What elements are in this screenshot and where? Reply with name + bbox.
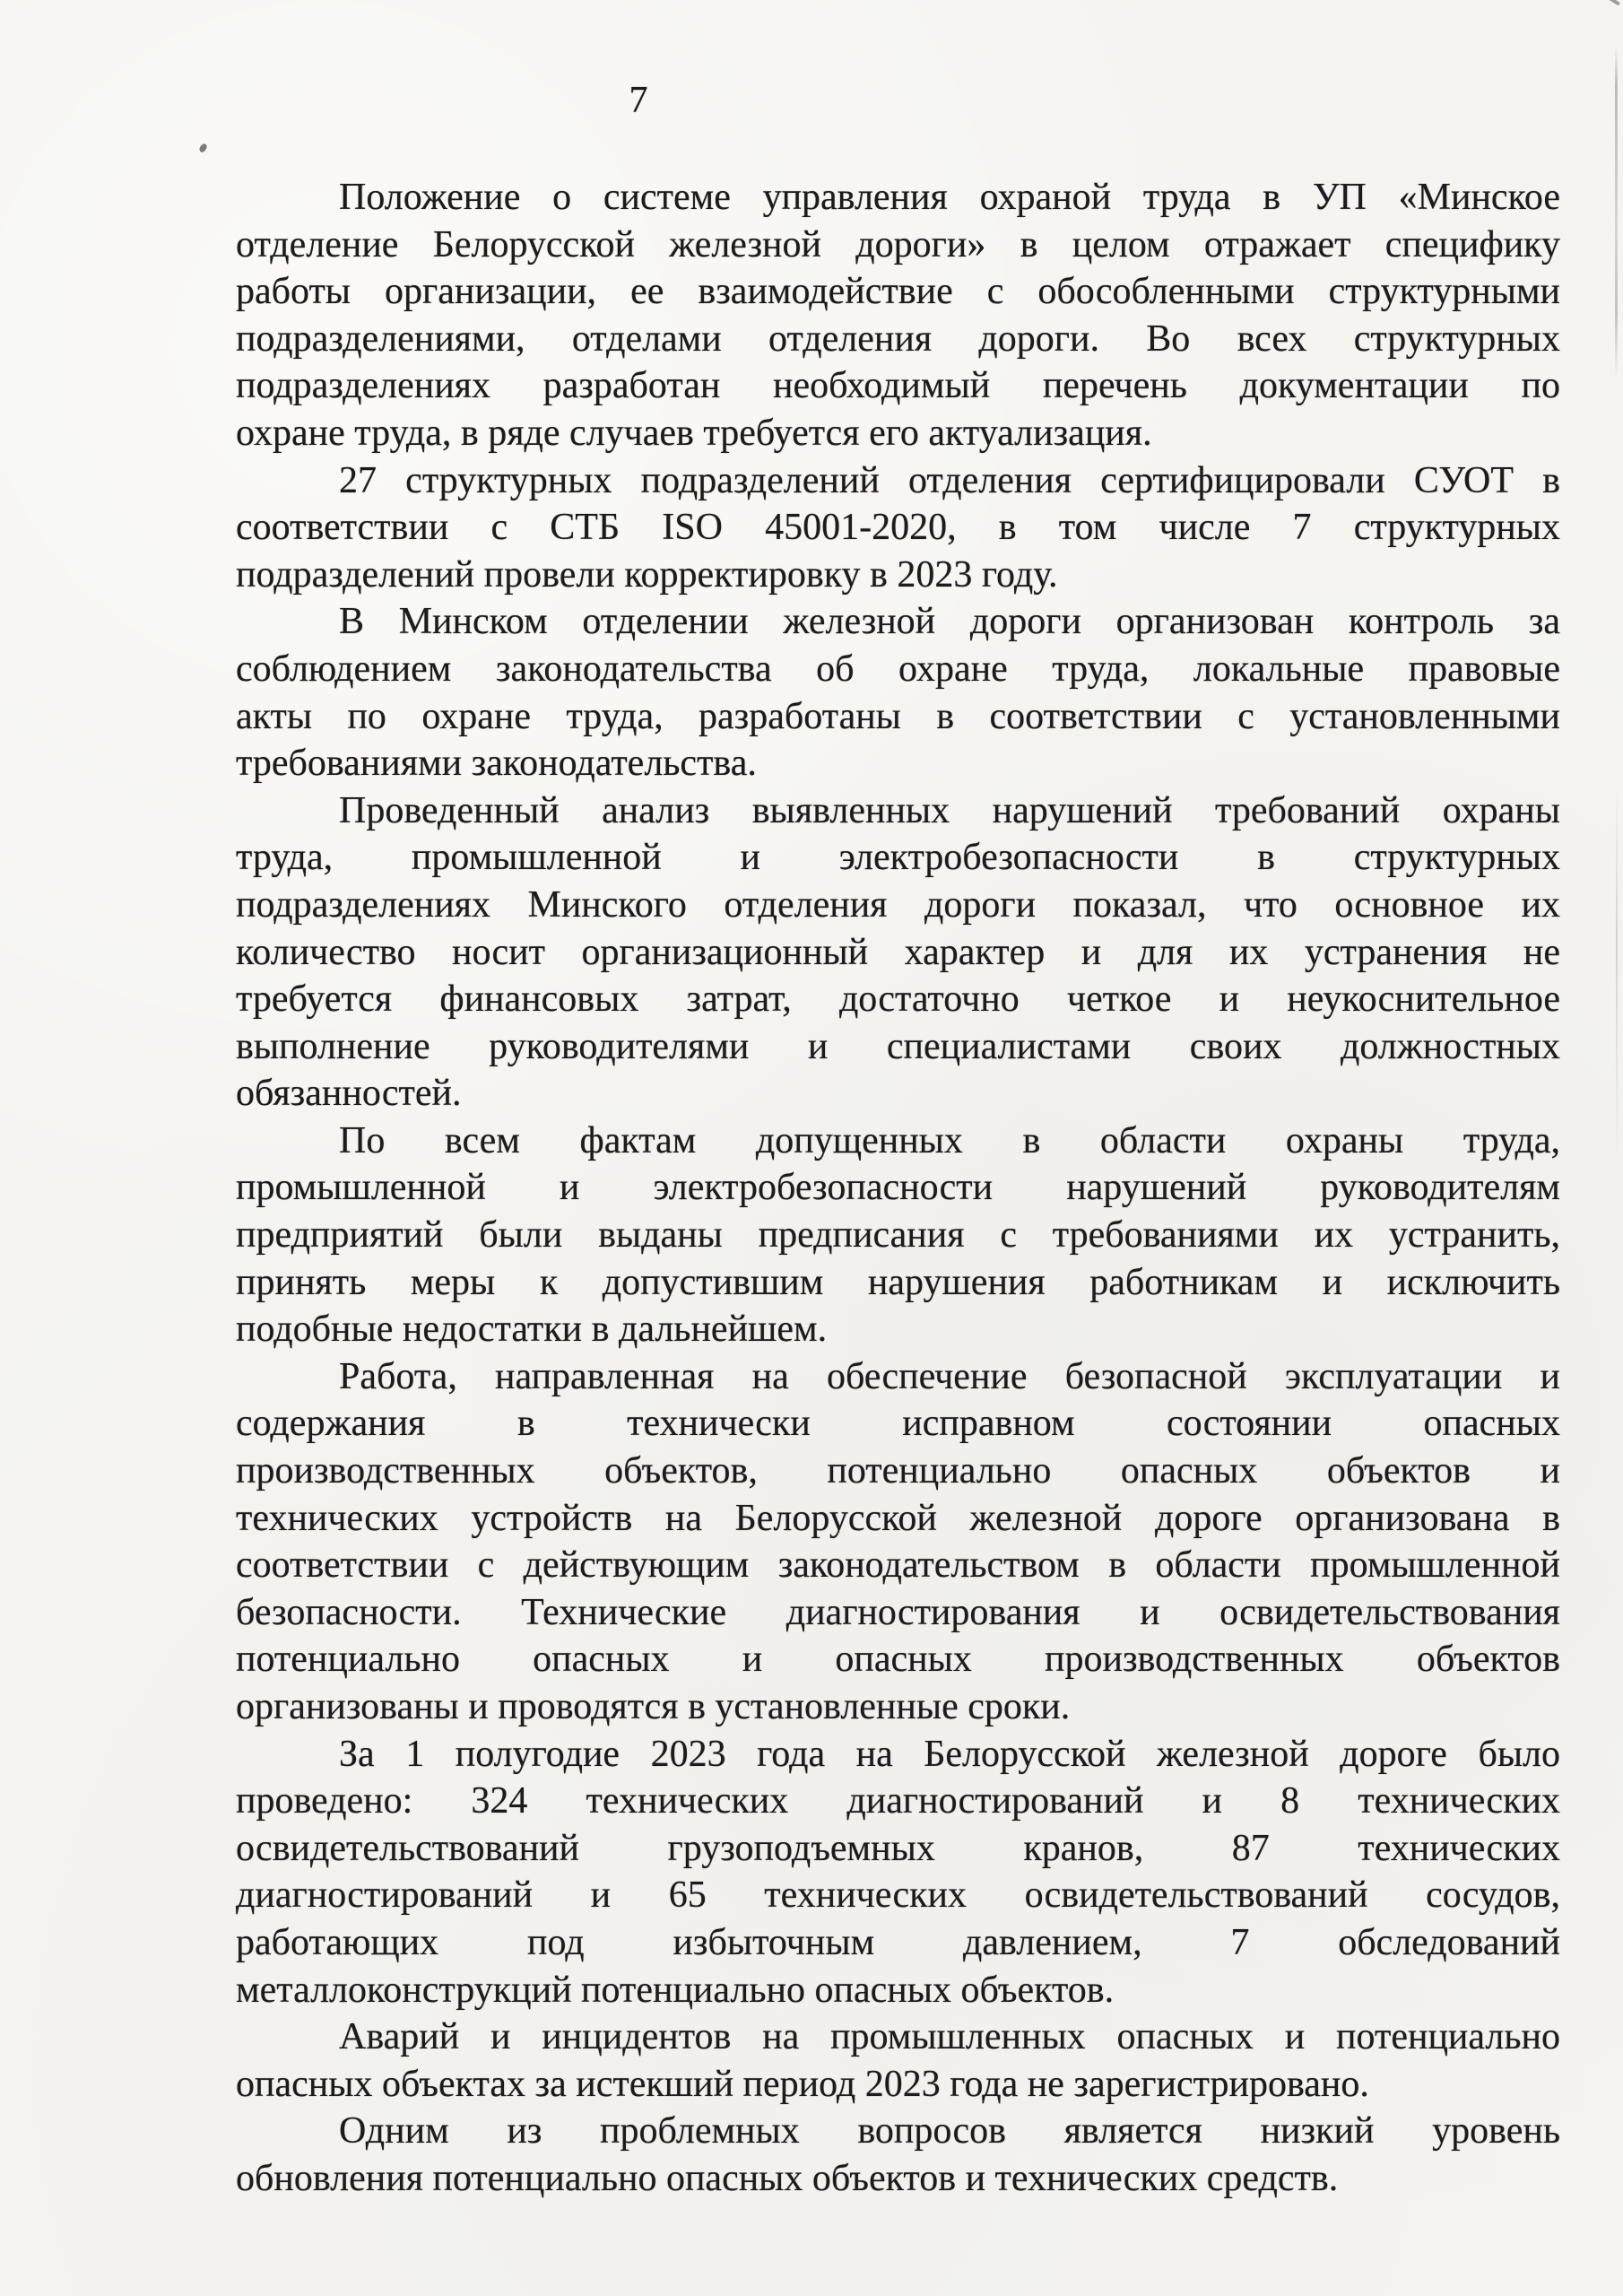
text-line: работы организации, ее взаимодействие с обособленными структурными <box>236 271 1560 313</box>
paragraph <box>236 2108 1560 2202</box>
paragraph <box>236 1353 1560 1731</box>
text-line: Работа, направленная на обеспечение безопасной эксплуатации и <box>339 1355 1560 1397</box>
text-line: соответствии с СТБ ISO 45001-2020, в том числе 7 структурных <box>236 507 1560 549</box>
text-line: обязанностей. <box>236 1073 462 1115</box>
text-line: Положение о системе управления охраной труда в УП «Минское <box>339 177 1560 218</box>
text-line: диагностирований и 65 технических освидетельствований сосудов, <box>236 1874 1560 1917</box>
paragraph <box>236 787 1560 1118</box>
paragraph <box>236 1118 1560 1353</box>
text-line: отделение Белорусской железной дороги» в целом отражает специфику <box>236 223 1560 265</box>
paragraph <box>236 1731 1560 2014</box>
paragraph <box>236 598 1560 787</box>
text-line: безопасности. Технические диагностирования и освидетельствования <box>236 1591 1560 1633</box>
text-line: освидетельствований грузоподъемных кранов, 87 технических <box>236 1827 1560 1869</box>
text-line: промышленной и электробезопасности нарушений руководителям <box>236 1167 1560 1209</box>
text-line: потенциально опасных и опасных производственных объектов <box>236 1639 1560 1681</box>
text-line: опасных объектах за истекший период 2023 года не зарегистрировано. <box>236 2063 1369 2105</box>
text-line: Проведенный анализ выявленных нарушений требований охраны <box>339 789 1560 831</box>
text-line: металлоконструкций потенциально опасных объектов. <box>236 1969 1115 2011</box>
scan-artifact-right-streak-lower <box>1616 789 1618 1166</box>
text-line: количество носит организационный характер и для их устранения не <box>236 931 1560 973</box>
text-line: производственных объектов, потенциально опасных объектов и <box>236 1450 1560 1492</box>
scan-artifact-corner-tick <box>1599 0 1620 6</box>
scan-artifact-right-streak <box>1615 47 1618 378</box>
paragraph <box>236 174 1560 457</box>
text-line: соответствии с действующим законодательством в области промышленной <box>236 1544 1560 1587</box>
scan-artifact-dot <box>198 143 207 153</box>
text-line: содержания в технически исправном состоянии опасных <box>236 1403 1560 1445</box>
text-line: подобные недостатки в дальнейшем. <box>236 1309 828 1351</box>
paragraph <box>236 457 1560 599</box>
text-line: технических устройств на Белорусской железной дороге организована в <box>236 1497 1560 1539</box>
text-line: работающих под избыточным давлением, 7 обследований <box>236 1921 1560 1963</box>
text-line: принять меры к допустившим нарушения работникам и исключить <box>236 1261 1560 1303</box>
text-line: За 1 полугодие 2023 года на Белорусской железной дороге было <box>339 1733 1560 1775</box>
text-line: охране труда, в ряде случаев требуется его актуализация. <box>236 412 1152 454</box>
text-line: подразделениях Минского отделения дороги показал, что основное их <box>236 883 1560 926</box>
text-line: Одним из проблемных вопросов является низкий уровень <box>339 2110 1560 2152</box>
text-line: подразделениях разработан необходимый перечень документации по <box>236 365 1560 407</box>
text-line: В Минском отделении железной дороги организован контроль за <box>339 601 1560 643</box>
text-line: проведено: 324 технических диагностирований и 8 технических <box>236 1780 1560 1822</box>
text-line: 27 структурных подразделений отделения сертифицировали СУОТ в <box>339 459 1560 501</box>
document-text <box>236 174 1560 2203</box>
paragraph <box>236 2013 1560 2108</box>
text-line: предприятий были выданы предписания с требованиями их устранить, <box>236 1214 1560 1257</box>
text-line: соблюдением законодательства об охране труда, локальные правовые <box>236 648 1560 690</box>
text-line: подразделений провели корректировку в 2023 году. <box>236 553 1058 596</box>
text-line: По всем фактам допущенных в области охраны труда, <box>339 1119 1560 1161</box>
text-line: акты по охране труда, разработаны в соответствии с установленными <box>236 695 1560 737</box>
text-line: обновления потенциально опасных объектов и технических средств. <box>236 2157 1339 2199</box>
text-line: подразделениями, отделами отделения дороги. Во всех структурных <box>236 317 1560 360</box>
text-line: труда, промышленной и электробезопасности в структурных <box>236 837 1560 879</box>
text-line: Аварий и инцидентов на промышленных опасных и потенциально <box>339 2016 1560 2058</box>
page-number: 7 <box>629 80 648 121</box>
text-line: требованиями законодательства. <box>236 743 757 785</box>
text-line: требуется финансовых затрат, достаточно четкое и неукоснительное <box>236 978 1560 1021</box>
text-line: выполнение руководителями и специалистами своих должностных <box>236 1025 1560 1067</box>
text-line: организованы и проводятся в установленные сроки. <box>236 1686 1071 1727</box>
